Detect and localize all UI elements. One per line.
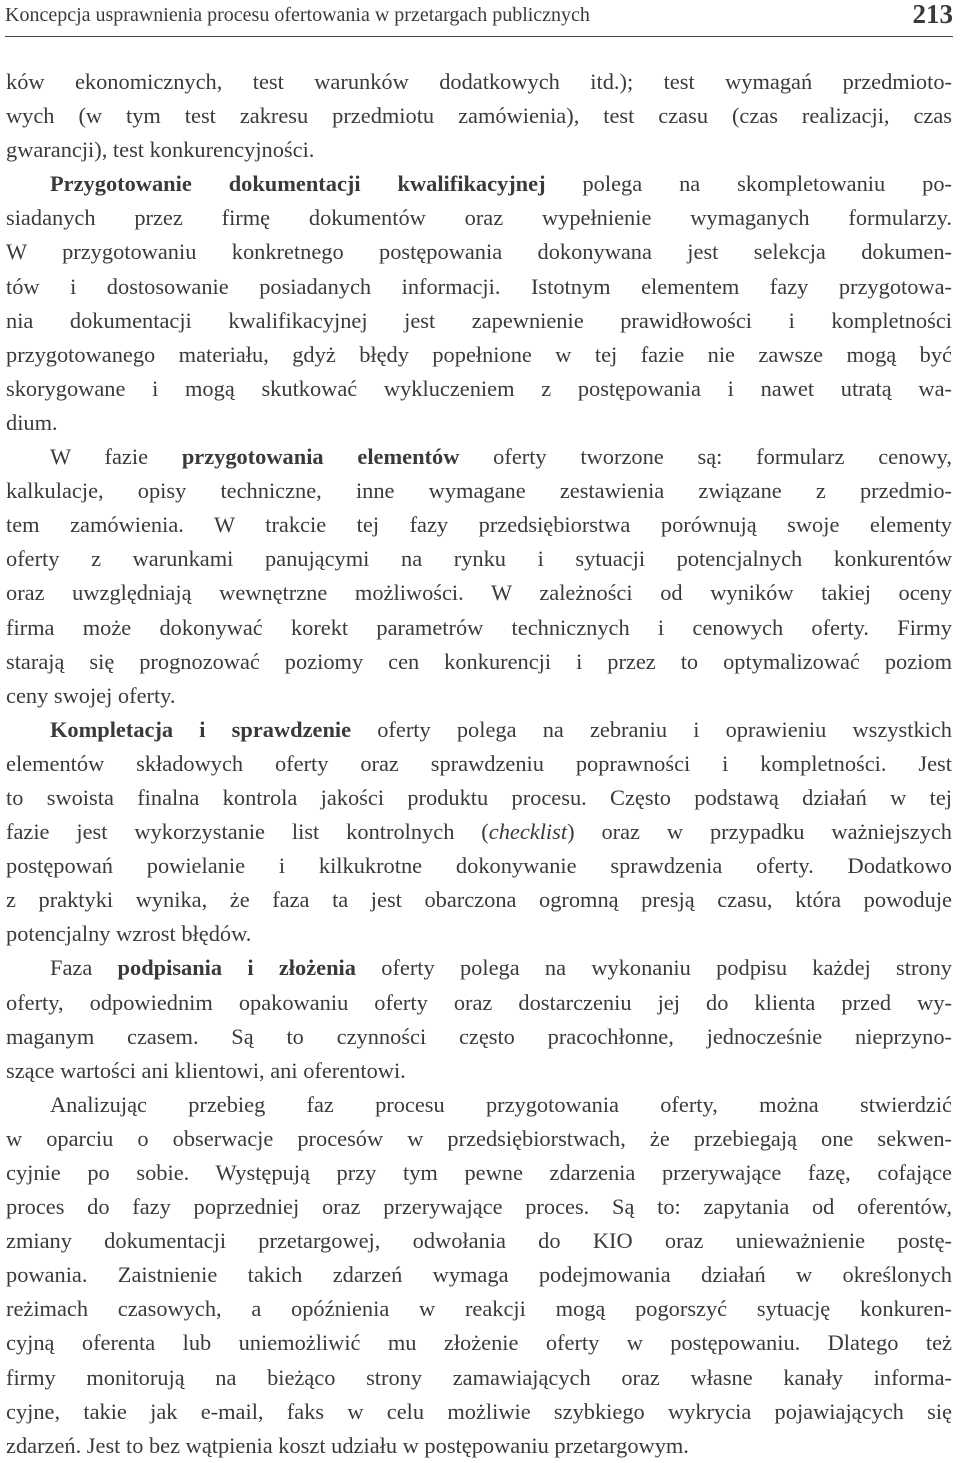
- text-segment: W przygotowaniu konkretnego postępowania dokonywana jest selekcja dokumen-: [6, 239, 952, 265]
- text-line: [6, 440, 952, 474]
- text-segment: tem zamówienia. W trakcie tej fazy przedsiębiorstwa porównują swoje elementy: [6, 512, 952, 538]
- bold-term: Przygotowanie dokumentacji kwalifikacyjnej: [50, 171, 546, 197]
- text-line: [6, 951, 952, 985]
- text-segment: cyjne, takie jak e-mail, faks w celu możliwie szybkiego wykrycia pojawiających się: [6, 1398, 952, 1424]
- text-line: [6, 1156, 952, 1190]
- text-line: [6, 645, 952, 679]
- text-line: [6, 304, 952, 338]
- text-line: [6, 372, 952, 406]
- text-segment: w oparciu o obserwacje procesów w przedsiębiorstwach, że przebiegają one sekwen-: [6, 1125, 952, 1151]
- text-line: [6, 508, 952, 542]
- text-segment: tów i dostosowanie posiadanych informacji. Istotnym elementem fazy przygotowa-: [6, 273, 952, 299]
- text-line: [6, 1258, 952, 1292]
- text-segment: cyjnie po sobie. Występują przy tym pewne zdarzenia przerywające fazę, cofające: [6, 1160, 952, 1185]
- text-line: [6, 849, 952, 883]
- text-line: [6, 1395, 952, 1429]
- text-segment: cyjną oferenta lub uniemożliwić mu złożenie oferty w postępowaniu. Dlatego też: [6, 1330, 952, 1356]
- text-line: [6, 1020, 952, 1054]
- text-segment: oferty polega na wykonaniu podpisu każdej strony: [355, 955, 952, 981]
- text-line: [6, 99, 952, 133]
- text-segment: siadanych przez firmę dokumentów oraz wypełnienie wymaganych formularzy.: [6, 205, 952, 231]
- text-segment: firmy monitorują na bieżąco strony zamawiających oraz własne kanały informa-: [6, 1364, 952, 1390]
- text-segment: gwarancji), test konkurencyjności.: [6, 137, 315, 163]
- text-line: [6, 1224, 952, 1258]
- text-line: [6, 338, 952, 372]
- text-line: [6, 611, 952, 645]
- text-segment: reżimach czasowych, a opóźnienia w reakcji mogą pogorszyć sytuację konkuren-: [6, 1296, 952, 1322]
- text-segment: powania. Zaistnienie takich zdarzeń wymaga podejmowania działań w określonych: [6, 1262, 952, 1288]
- text-segment: z praktyki wynika, że faza ta jest obarczona ogromną presją czasu, która powoduje: [6, 887, 952, 913]
- text-line: [6, 1361, 952, 1395]
- bold-term: Kompletacja i sprawdzenie: [50, 716, 352, 742]
- text-segment: przygotowanego materiału, gdyż błędy popełnione w tej fazie nie zawsze mogą być: [6, 341, 952, 367]
- text-segment: potencjalny wzrost błędów.: [6, 921, 252, 947]
- text-segment: postępowań powielanie i kilkukrotne dokonywanie sprawdzenia oferty. Dodatkowo: [6, 853, 952, 879]
- text-segment: ) oraz w przypadku ważniejszych: [567, 819, 952, 845]
- page-header: [5, 0, 953, 37]
- text-line: [6, 1122, 952, 1156]
- text-segment: zdarzeń. Jest to bez wątpienia koszt udziału w postępowaniu przetargowym.: [6, 1432, 689, 1458]
- text-line: [6, 1054, 952, 1088]
- text-line: [6, 65, 952, 99]
- bold-term: przygotowania elementów: [181, 444, 460, 470]
- text-segment: fazie jest wykorzystanie list kontrolnych (: [6, 819, 489, 845]
- text-line: [6, 576, 952, 610]
- text-segment: skorygowane i mogą skutkować wykluczeniem z postępowania i nawet utratą wa-: [6, 375, 952, 401]
- text-line: [6, 167, 952, 201]
- text-segment: Analizując przebieg faz procesu przygotowania oferty, można stwierdzić: [50, 1091, 952, 1117]
- text-line: [6, 747, 952, 781]
- text-line: [6, 883, 952, 917]
- text-line: [6, 1292, 952, 1326]
- text-segment: firma może dokonywać korekt parametrów technicznych i cenowych oferty. Firmy: [6, 614, 952, 640]
- text-line: [6, 815, 952, 849]
- text-segment: polega na skompletowaniu po-: [545, 171, 952, 197]
- text-segment: proces do fazy poprzedniej oraz przerywające proces. Są to: zapytania od oferentów,: [6, 1194, 952, 1220]
- text-line: [6, 133, 952, 167]
- text-line: [6, 679, 952, 713]
- text-line: [6, 1088, 952, 1122]
- italic-term: checklist: [488, 819, 568, 845]
- text-segment: oferty polega na zebraniu i oprawieniu wszystkich: [351, 716, 952, 742]
- body-text: [6, 65, 952, 1463]
- text-segment: nia dokumentacji kwalifikacyjnej jest zapewnienie prawidłowości i kompletności: [6, 307, 952, 333]
- text-line: [6, 1326, 952, 1360]
- text-segment: oferty tworzone są: formularz cenowy,: [459, 444, 952, 470]
- text-segment: wych (w tym test zakresu przedmiotu zamówienia), test czasu (czas realizacji, czas: [6, 103, 952, 129]
- text-line: [6, 201, 952, 235]
- page-number: 213: [912, 0, 953, 29]
- text-line: [6, 986, 952, 1020]
- text-segment: maganym czasem. Są to czynności często pracochłonne, jednocześnie nieprzyno-: [6, 1023, 952, 1049]
- text-segment: oferty z warunkami panującymi na rynku i sytuacji potencjalnych konkurentów: [6, 546, 952, 572]
- text-segment: elementów składowych oferty oraz sprawdzeniu poprawności i kompletności. Jest: [6, 750, 952, 776]
- text-segment: Faza: [50, 955, 118, 981]
- text-segment: W fazie: [50, 444, 182, 470]
- running-title: Koncepcja usprawnienia procesu ofertowania w przetargach publicznych: [5, 4, 590, 26]
- text-segment: to swoista finalna kontrola jakości produktu procesu. Często podstawą działań w tej: [6, 784, 952, 810]
- text-line: [6, 406, 952, 440]
- text-line: [6, 235, 952, 269]
- text-segment: ków ekonomicznych, test warunków dodatkowych itd.); test wymagań przedmioto-: [6, 69, 952, 94]
- text-segment: ceny swojej oferty.: [6, 682, 176, 708]
- text-segment: dium.: [6, 409, 58, 435]
- text-line: [6, 1190, 952, 1224]
- text-segment: starają się prognozować poziomy cen konkurencji i przez to optymalizować poziom: [6, 648, 952, 674]
- text-segment: kalkulacje, opisy techniczne, inne wymagane zestawienia związane z przedmio-: [6, 478, 952, 504]
- text-line: [6, 713, 952, 747]
- text-line: [6, 917, 952, 951]
- bold-term: podpisania i złożenia: [117, 955, 356, 981]
- text-line: [6, 270, 952, 304]
- text-segment: oraz uwzględniają wewnętrzne możliwości. W zależności od wyników takiej oceny: [6, 580, 952, 606]
- text-segment: oferty, odpowiednim opakowaniu oferty oraz dostarczeniu jej do klienta przed wy-: [6, 989, 952, 1015]
- text-line: [6, 781, 952, 815]
- text-line: [6, 474, 952, 508]
- text-line: [6, 542, 952, 576]
- text-segment: zmiany dokumentacji przetargowej, odwołania do KIO oraz unieważnienie postę-: [6, 1228, 952, 1254]
- text-segment: szące wartości ani klientowi, ani oferentowi.: [6, 1057, 406, 1083]
- text-line: [6, 1429, 952, 1463]
